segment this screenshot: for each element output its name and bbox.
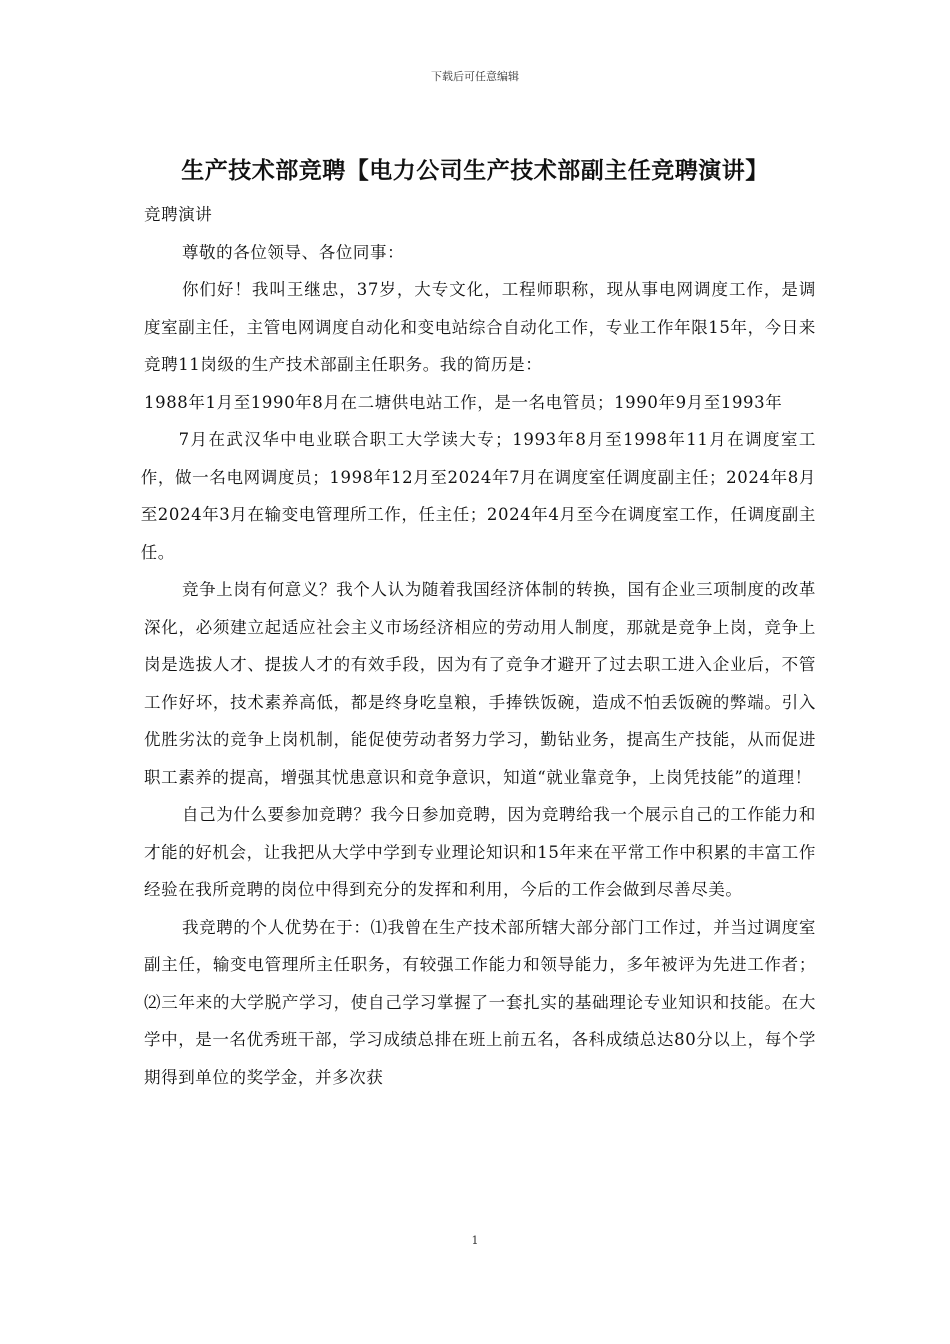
document-title: 生产技术部竞聘【电力公司生产技术部副主任竞聘演讲】 bbox=[181, 158, 769, 184]
page-header: 下载后可任意编辑 bbox=[431, 70, 519, 83]
page-number: 1 bbox=[471, 1234, 479, 1247]
subtitle: 竞聘演讲 bbox=[144, 205, 213, 224]
paragraph-advantages: 我竞聘的个人优势在于：⑴我曾在生产技术部所辖大部分部门工作过，并当过调度室副主任，输变电管理所主任职务，有较强工作能力和领导能力，多年被评为先进工作者；⑵三年来的大学脱产学习，使自己学习掌握了一套扎实的基础理论专业知识和技能。在大学中，是一名优秀班干部，学习成绩总排在班上前五名，各科成绩总达80分以上，每个学期得到单位的奖学金，并多次获 bbox=[144, 917, 816, 1087]
paragraph-intro: 你们好！我叫王继忠，37岁，大专文化，工程师职称，现从事电网调度工作，是调度室副主任，主管电网调度自动化和变电站综合自动化工作，专业工作年限15年，今日来竞聘11岗级的生产技术部副主任职务。我的简历是： bbox=[144, 280, 816, 374]
paragraph-resume-start: 1988年1月至1990年8月在二塘供电站工作，是一名电管员；1990年9月至1993年 bbox=[144, 392, 783, 412]
paragraph-motivation: 自己为什么要参加竞聘？我今日参加竞聘，因为竞聘给我一个展示自己的工作能力和才能的好机会，让我把从大学中学到专业理论知识和15年来在平常工作中积累的丰富工作经验在我所竞聘的岗位中得到充分的发挥和利用，今后的工作会做到尽善尽美。 bbox=[144, 805, 816, 899]
document-body bbox=[140, 196, 816, 1096]
salutation: 尊敬的各位领导、各位同事： bbox=[181, 242, 405, 262]
paragraph-resume-continued: 7月在武汉华中电业联合职工大学读大专；1993年8月至1998年11月在调度室工作，做一名电网调度员；1998年12月至2024年7月在调度室任调度副主任；2024年8月至2024年3月在输变电管理所工作，任主任；2024年4月至今在调度室工作，任调度副主任。 bbox=[140, 430, 816, 562]
paragraph-significance: 竞争上岗有何意义？我个人认为随着我国经济体制的转换，国有企业三项制度的改革深化，必须建立起适应社会主义市场经济相应的劳动用人制度，那就是竞争上岗，竞争上岗是选拔人才、提拔人才的有效手段，因为有了竞争才避开了过去职工进入企业后，不管工作好坏，技术素养高低，都是终身吃皇粮，手捧铁饭碗，造成不怕丢饭碗的弊端。引入优胜劣汰的竞争上岗机制，能促使劳动者努力学习，勤钻业务，提高生产技能，从而促进职工素养的提高，增强其忧患意识和竞争意识，知道“就业靠竞争，上岗凭技能”的道理！ bbox=[144, 580, 816, 787]
